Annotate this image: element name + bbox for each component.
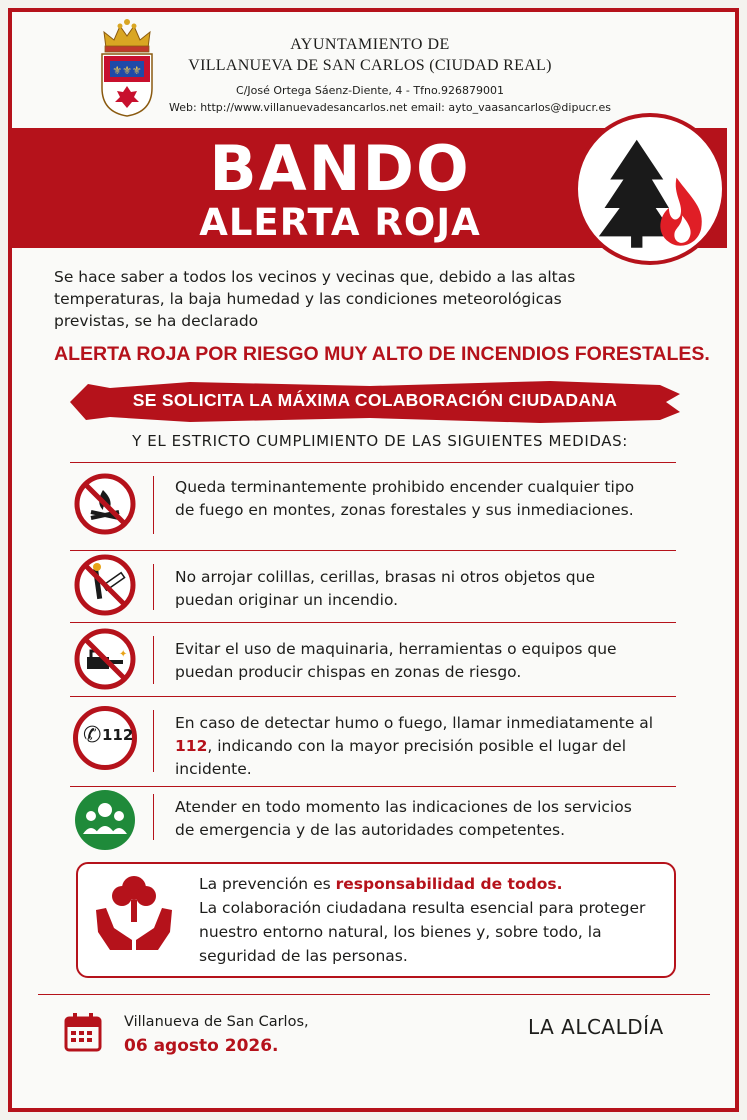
measure-text: Evitar el uso de maquinaria, herramientas o equipos que puedan producir chispas en zonas de riesgo.: [175, 640, 617, 681]
web-email: Web: http://www.villanuevadesancarlos.net email: ayto_vaasancarlos@dipucr.es: [169, 101, 611, 114]
measures-subheading: Y EL ESTRICTO CUMPLIMIENTO DE LAS SIGUIENTES MEDIDAS:: [132, 432, 628, 450]
signature: LA ALCALDÍA: [528, 1015, 664, 1039]
divider: [153, 710, 154, 772]
closing-text: La prevención es responsabilidad de todos. La colaboración ciudadana resulta esencial para proteger nuestro entorno natural, los bienes y, sobre todo, la seguridad de las personas.: [199, 875, 646, 965]
org-line-2: VILLANUEVA DE SAN CARLOS (CIUDAD REAL): [188, 57, 552, 74]
closing-body: La colaboración ciudadana resulta esencial para proteger nuestro entorno natural, los bienes y, sobre todo, la seguridad de las personas.: [199, 899, 646, 965]
no-cigarette-icon: [73, 553, 137, 617]
closing-emphasis: responsabilidad de todos.: [335, 875, 563, 893]
collab-banner-text: SE SOLICITA LA MÁXIMA COLABORACIÓN CIUDADANA: [132, 390, 618, 410]
org-line-1: AYUNTAMIENTO DE: [290, 36, 450, 53]
phone-112-icon: [73, 706, 137, 770]
page-title: BANDO: [209, 132, 471, 205]
divider: [38, 994, 710, 995]
emergency-services-icon: [73, 788, 137, 852]
page-subtitle: ALERTA ROJA: [199, 201, 481, 244]
list-item: [0, 462, 747, 550]
signing-place: Villanueva de San Carlos,: [124, 1014, 309, 1030]
list-item: [0, 550, 747, 622]
measure-text: Queda terminantemente prohibido encender cualquier tipo de fuego en montes, zonas forestales y sus inmediaciones.: [175, 478, 635, 519]
phone-number-label: 112: [102, 726, 134, 744]
intro-text: Se hace saber a todos los vecinos y vecinas que, debido a las altas temperaturas, la baja humedad y las condiciones meteorológicas previstas, se ha declarado: [54, 268, 576, 330]
signing-date: 06 agosto 2026.: [124, 1036, 279, 1056]
list-item: [0, 622, 747, 696]
hands-tree-icon: [92, 870, 176, 958]
forest-fire-badge: [574, 113, 726, 265]
no-machinery-icon: [73, 627, 137, 691]
measure-text: Atender en todo momento las indicaciones de los servicios de emergencia y de las autoridades competentes.: [175, 798, 632, 839]
forest-fire-icon: [578, 117, 722, 261]
alert-statement: ALERTA ROJA POR RIESGO MUY ALTO DE INCENDIOS FORESTALES.: [54, 343, 710, 365]
no-fire-icon: [73, 472, 137, 536]
divider: [153, 564, 154, 610]
divider: [153, 794, 154, 840]
address: C/José Ortega Sáenz-Diente, 4 - Tfno.926879001: [236, 84, 504, 97]
list-item: [0, 696, 747, 786]
svg-text:⚜⚜⚜: ⚜⚜⚜: [112, 64, 142, 77]
svg-text:✦: ✦: [119, 649, 128, 660]
phone-icon: ✆: [83, 723, 102, 748]
measure-text: En caso de detectar humo o fuego, llamar inmediatamente al 112, indicando con la mayor precisión posible el lugar del incidente.: [175, 714, 654, 778]
emergency-number: 112: [175, 737, 208, 755]
measure-text: No arrojar colillas, cerillas, brasas ni otros objetos que puedan originar un incendio.: [175, 568, 596, 609]
divider: [153, 636, 154, 684]
list-item: [0, 786, 747, 846]
divider: [153, 476, 154, 534]
calendar-icon: [64, 1012, 102, 1052]
